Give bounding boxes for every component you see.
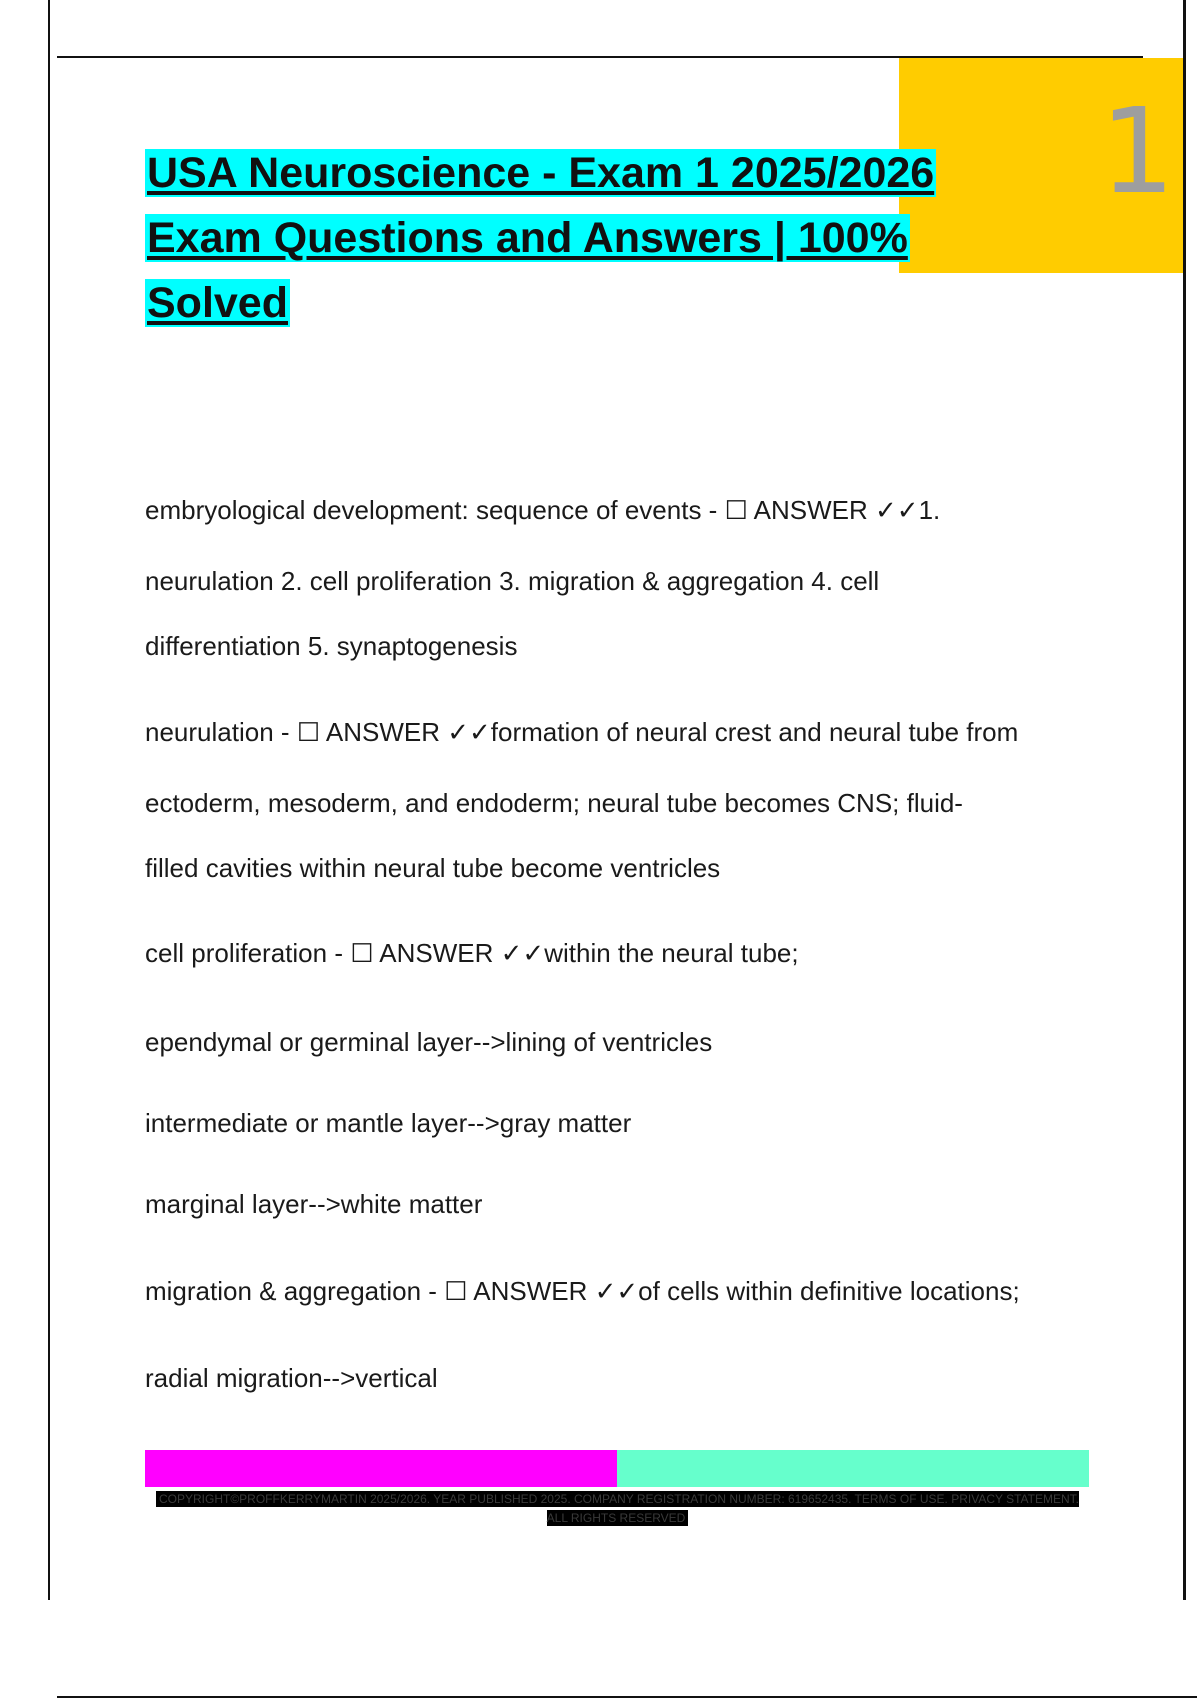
body-line-7: cell proliferation - ☐ ANSWER ✓✓within the neural tube;	[145, 938, 799, 968]
body-line-5: ectoderm, mesoderm, and endoderm; neural tube becomes CNS; fluid-	[145, 788, 963, 818]
body-line-4: neurulation - ☐ ANSWER ✓✓formation of neural crest and neural tube from	[145, 717, 1019, 747]
document-title-text: USA Neuroscience - Exam 1 2025/2026 Exam Questions and Answers | 100% Solved	[147, 149, 935, 327]
body-line-3: differentiation 5. synaptogenesis	[145, 631, 518, 661]
copyright-notice	[150, 1490, 1085, 1528]
body-line-1: embryological development: sequence of events - ☐ ANSWER ✓✓1.	[145, 495, 941, 525]
page-border-left	[48, 0, 50, 1600]
document-title	[145, 141, 1045, 336]
body-line-8: ependymal or germinal layer-->lining of ventricles	[145, 1027, 713, 1057]
page-bottom-rule	[57, 1696, 1197, 1698]
page-border-right	[1183, 0, 1186, 1600]
body-line-11: migration & aggregation - ☐ ANSWER ✓✓of cells within definitive locations;	[145, 1276, 1020, 1306]
copyright-text: COPYRIGHT©PROFFKERRYMARTIN 2025/2026. YEAR PUBLISHED 2025. COMPANY REGISTRATION NUMBER: 619652435. TERMS OF USE. PRIVACY STATEMENT. ALL RIGHTS RESERVED	[156, 1491, 1079, 1526]
body-line-6: filled cavities within neural tube become ventricles	[145, 853, 721, 883]
footer-bar-teal	[617, 1450, 1089, 1487]
body-line-2: neurulation 2. cell proliferation 3. migration & aggregation 4. cell	[145, 566, 880, 596]
page-number: 1	[1100, 82, 1176, 220]
body-line-10: marginal layer-->white matter	[145, 1189, 483, 1219]
body-line-9: intermediate or mantle layer-->gray matter	[145, 1108, 632, 1138]
body-line-12: radial migration-->vertical	[145, 1363, 438, 1393]
footer-bar-magenta	[145, 1450, 617, 1487]
